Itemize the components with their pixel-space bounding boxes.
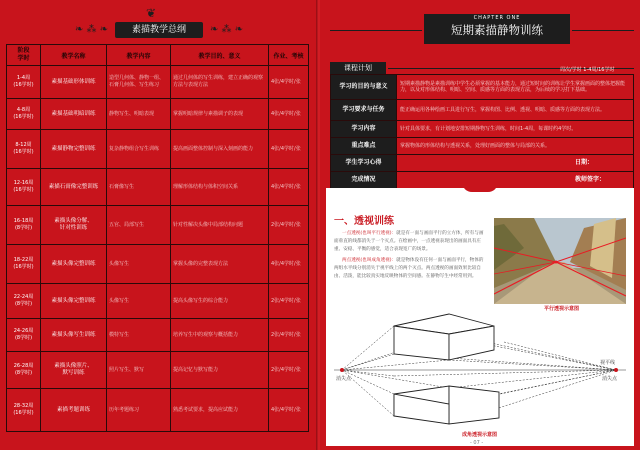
ornament-right-icon: ❧ ⁂ ❧ [210,24,244,35]
plan-row-value [397,155,634,172]
teacher-signature-label: 教师签字： [574,175,605,183]
divider-line [330,30,422,31]
course-name-cell: 素描头像完整训练 [41,284,107,319]
plan-row-value [397,172,634,189]
body-text [334,230,486,284]
syllabus-row [7,99,309,130]
plan-row [331,121,634,138]
course-name-cell: 素描考题训练 [41,389,107,432]
syllabus-row [7,284,309,319]
content-cell: 复杂静物组合写生训练 [107,130,171,169]
plan-row-label: 重点难点 [331,138,397,155]
stage-cell: 8-12周 (16学时) [7,130,41,169]
syllabus-row [7,66,309,99]
plan-row [331,138,634,155]
stage-cell: 4-8周 (16学时) [7,99,41,130]
plan-row-value: 针对具体要求，有计划地安排短期静物写生训练，时间1-4周，每课时约4学时。 [397,121,634,138]
content-cell: 头像写生 [107,245,171,284]
content-cell: 造型几何体、静物一组、石膏几何体、写生练习 [107,66,171,99]
course-name-cell: 素描石膏像完整训练 [41,169,107,206]
course-name-cell: 素描头像完整训练 [41,245,107,284]
plan-row-value: 掌握物体的形体结构与透视关系，处理好画面的整体与局部的关系。 [397,138,634,155]
homework-cell: 2张/4学时/张 [269,352,309,389]
course-name-cell: 素描静物完整训练 [41,130,107,169]
homework-cell: 4张/4学时/张 [269,130,309,169]
purpose-cell: 提高记忆与默写能力 [171,352,269,389]
syllabus-row [7,245,309,284]
purpose-cell: 掌握明暗规律与素描调子的表现 [171,99,269,130]
stage-cell: 1-4周 (16学时) [7,66,41,99]
col-header-stage: 阶段 学时 [7,45,41,66]
col-header-homework: 作业、考核 [269,45,309,66]
homework-cell: 4张/4学时/张 [269,66,309,99]
course-name-cell: 素描头像分解、 针对性训练 [41,206,107,245]
syllabus-row [7,319,309,352]
plan-row [331,100,634,121]
course-name-cell: 素描基础形体训练 [41,66,107,99]
stage-cell: 26-28周 (8学时) [7,352,41,389]
purpose-cell: 理解形体结构与体积空间关系 [171,169,269,206]
plan-row-value: 能正确运用各种绘画工具进行写生，掌握构图、比例、透视、明暗、质感等方面的表现方法。 [397,100,634,121]
purpose-cell: 掌握头像的完整表现方法 [171,245,269,284]
content-cell: 静物写生、明暗表现 [107,99,171,130]
syllabus-row [7,206,309,245]
date-label: 日期： [574,158,593,166]
content-cell: 照片写生、默写 [107,352,171,389]
homework-cell: 4张/4学时/张 [269,99,309,130]
course-name-cell: 素描头像写生训练 [41,319,107,352]
left-page [0,0,318,450]
content-cell: 五官、局部写生 [107,206,171,245]
syllabus-row [7,352,309,389]
homework-cell: 2张/4学时/张 [269,206,309,245]
purpose-cell: 提高头像写生的综合能力 [171,284,269,319]
purpose-cell: 通过几何体的写生训练，建立正确的观察方法与表现方法 [171,66,269,99]
page-number: - 07 - [470,440,484,446]
plan-row-label: 完成情况 [331,172,397,189]
col-header-content: 教学内容 [107,45,171,66]
syllabus-header-row [7,45,309,66]
chapter-label: CHAPTER ONE [473,15,521,21]
divider-line [572,30,634,31]
plan-row-label: 学习的目的与意义 [331,75,397,100]
plan-row-value: 短期素描静物是素描训练中学生必须掌握的基本能力，通过短时间的训练让学生掌握画面的整体把握能力，以及对形体结构、明暗、空间、质感等方面的表现方法，为后续的学习打下基础。 [397,75,634,100]
plan-row-label: 学习要求与任务 [331,100,397,121]
purpose-cell: 培养写生中的观察与概括能力 [171,319,269,352]
plan-row-label: 学生学习心得 [331,155,397,172]
diagram-caption: 成角透视示意图 [462,432,498,438]
course-plan-table [330,74,634,189]
paragraph [334,257,486,281]
ornament-left-icon: ❧ ⁂ ❧ [75,24,109,35]
purpose-cell: 熟悉考试要求，提高应试能力 [171,389,269,432]
left-header [0,0,318,40]
paragraph-text: 就是物体没有任何一面与画面平行，物体的两组水平线分别消失于视平线上的两个灭点。两点透视的画面效果比较自由、活泼，能比较真实地反映物体的空间感。在静物写生中经常用到。 [334,258,484,279]
stage-cell: 18-22周 (16学时) [7,245,41,284]
paragraph [334,230,486,254]
homework-cell: 2张/4学时/张 [269,319,309,352]
vanishing-point-left-label: 消失点 [336,376,352,382]
content-cell: 历年考题练习 [107,389,171,432]
col-header-purpose: 教学目的、意义 [171,45,269,66]
panel-notch [462,182,498,192]
course-name-cell: 素描头像照片、 默写训练 [41,352,107,389]
paragraph-text: 就是有一面与画面平行的立方体，所有与画面垂直的线都消失于一个灭点。在绘画中，一点透视表现出的画面具有庄重、安稳、平衡的感觉，适合表现宽广的场景。 [334,231,484,252]
syllabus-row [7,130,309,169]
stage-cell: 24-26周 (8学时) [7,319,41,352]
class-info: 周次/学时 1-4周/16学时 [560,67,615,73]
stage-cell: 12-16周 (16学时) [7,169,41,206]
syllabus-body [7,66,309,432]
stage-cell: 28-32周 (16学时) [7,389,41,432]
homework-cell: 4张/4学时/张 [269,169,309,206]
section-title: 一、透视训练 [334,216,394,227]
horizon-line-label: 视平线 [600,360,616,366]
course-name-cell: 素描基础明暗训练 [41,99,107,130]
stage-cell: 16-18周 (8学时) [7,206,41,245]
left-page-title: 素描教学总纲 [115,22,203,38]
plan-label: 课程计划 [330,62,386,74]
paragraph-highlight: 一点透视(也叫平行透视)： [342,231,397,236]
purpose-cell: 提高画面整体控制与深入刻画的能力 [171,130,269,169]
plan-row [331,75,634,100]
paragraph-highlight: 两点透视(也叫成角透视)： [342,258,397,263]
two-point-perspective-diagram [334,306,626,434]
purpose-cell: 针对性解决头像中局部结构问题 [171,206,269,245]
plan-row [331,155,634,172]
syllabus-table [6,44,309,432]
content-cell: 石膏像写生 [107,169,171,206]
homework-cell: 2张/4学时/张 [269,284,309,319]
plan-row-label: 学习内容 [331,121,397,138]
col-header-name: 教学名称 [41,45,107,66]
syllabus-row [7,389,309,432]
vanishing-point-right-label: 消失点 [602,376,618,382]
content-cell: 头像写生 [107,284,171,319]
syllabus-row [7,169,309,206]
stage-cell: 22-24周 (8学时) [7,284,41,319]
chapter-header [424,14,570,44]
photo-caption: 平行透视示意图 [544,306,580,312]
homework-cell: 4张/4学时/张 [269,245,309,284]
ornament-icon: ❦ [146,6,157,20]
homework-cell: 4张/4学时/张 [269,389,309,432]
chapter-title: 短期素描静物训练 [451,23,543,37]
street-painting-image [494,218,626,304]
content-cell: 模特写生 [107,319,171,352]
